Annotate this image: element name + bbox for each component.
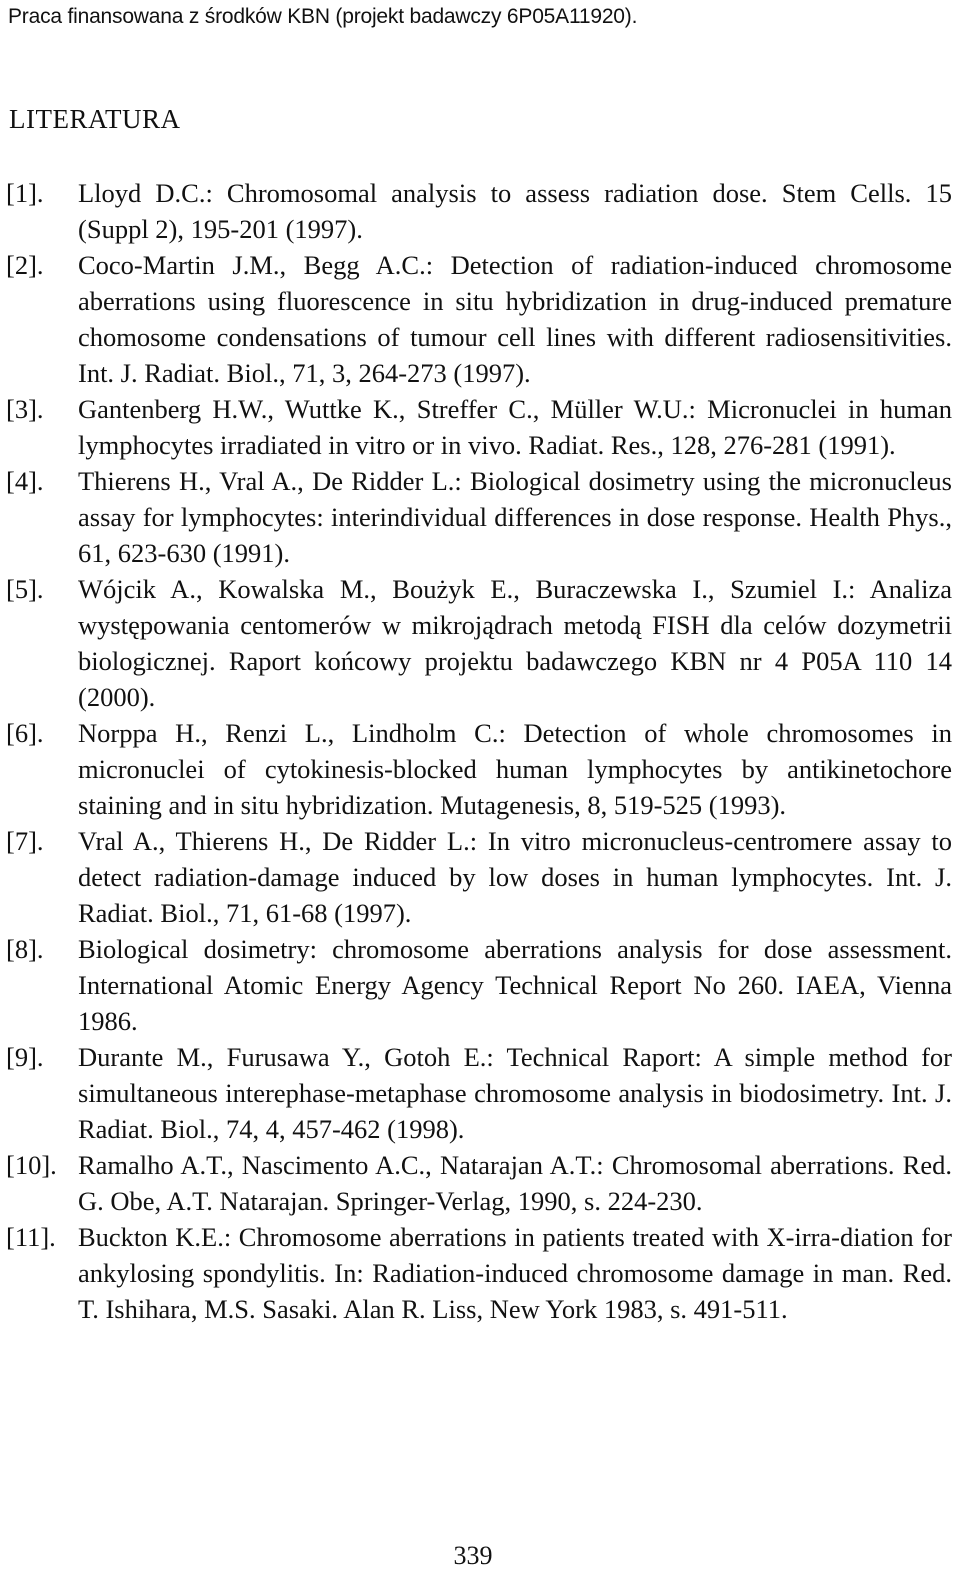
reference-list bbox=[6, 175, 952, 1327]
reference-text: Vral A., Thierens H., De Ridder L.: In vitro micronucleus-centromere assay to detect radiation-damage induced by low doses in human lymphocytes. Int. J. Radiat. Biol., 71, 61-68 (1997). bbox=[78, 826, 952, 928]
funding-note: Praca finansowana z środków KBN (projekt badawczy 6P05A11920). bbox=[8, 5, 638, 28]
reference-text: Lloyd D.C.: Chromosomal analysis to assess radiation dose. Stem Cells. 15 (Suppl 2), 195-201 (1997). bbox=[78, 178, 952, 244]
reference-text: Durante M., Furusawa Y., Gotoh E.: Technical Raport: A simple method for simultaneous interephase-metaphase chromosome analysis in biodosimetry. Int. J. Radiat. Biol., 74, 4, 457-462 (1998). bbox=[78, 1042, 952, 1144]
reference-item bbox=[6, 571, 952, 715]
reference-item bbox=[6, 247, 952, 391]
reference-item bbox=[6, 823, 952, 931]
reference-number: [1]. bbox=[6, 178, 44, 208]
reference-number: [8]. bbox=[6, 934, 44, 964]
reference-number: [11]. bbox=[6, 1222, 56, 1252]
reference-text: Thierens H., Vral A., De Ridder L.: Biological dosimetry using the micronucleus assay for lymphocytes: interindividual differences in dose response. Health Phys., 61, 623-630 (1991). bbox=[78, 466, 952, 568]
reference-number: [10]. bbox=[6, 1150, 57, 1180]
reference-text: Ramalho A.T., Nascimento A.C., Natarajan A.T.: Chromosomal aberrations. Red. G. Obe, A.T. Natarajan. Springer-Verlag, 1990, s. 224-230. bbox=[78, 1150, 952, 1216]
reference-item bbox=[6, 931, 952, 1039]
reference-item bbox=[6, 391, 952, 463]
reference-item bbox=[6, 463, 952, 571]
reference-text: Norppa H., Renzi L., Lindholm C.: Detection of whole chromosomes in micronuclei of cytokinesis-blocked human lymphocytes by antikinetochore staining and in situ hybridization. Mutagenesis, 8, 519-525 (1993). bbox=[78, 718, 952, 820]
reference-text: Wójcik A., Kowalska M., Boużyk E., Buraczewska I., Szumiel I.: Analiza występowania centomerów w mikrojądrach metodą FISH dla celów dozymetrii biologicznej. Raport końcowy projektu badawczego KBN nr 4 P05A 110 14 (2000). bbox=[78, 574, 952, 712]
reference-text: Buckton K.E.: Chromosome aberrations in patients treated with X-irra-diation for ankylosing spondylitis. In: Radiation-induced chromosome damage in man. Red. T. Ishihara, M.S. Sasaki. Alan R. Liss, New York 1983, s. 491-511. bbox=[78, 1222, 952, 1324]
reference-item bbox=[6, 1147, 952, 1219]
reference-number: [2]. bbox=[6, 250, 44, 280]
reference-number: [7]. bbox=[6, 826, 44, 856]
reference-text: Biological dosimetry: chromosome aberrations analysis for dose assessment. International Atomic Energy Agency Technical Report No 260. IAEA, Vienna 1986. bbox=[78, 934, 952, 1036]
reference-text: Gantenberg H.W., Wuttke K., Streffer C., Müller W.U.: Micronuclei in human lymphocytes irradiated in vitro or in vivo. Radiat. Res., 128, 276-281 (1991). bbox=[78, 394, 952, 460]
reference-number: [4]. bbox=[6, 466, 44, 496]
reference-item bbox=[6, 715, 952, 823]
page-number: 339 bbox=[453, 1541, 493, 1570]
reference-item bbox=[6, 1219, 952, 1327]
reference-number: [5]. bbox=[6, 574, 44, 604]
reference-number: [9]. bbox=[6, 1042, 44, 1072]
reference-number: [6]. bbox=[6, 718, 44, 748]
reference-item bbox=[6, 175, 952, 247]
reference-number: [3]. bbox=[6, 394, 44, 424]
references-heading: LITERATURA bbox=[9, 104, 181, 134]
reference-item bbox=[6, 1039, 952, 1147]
reference-text: Coco-Martin J.M., Begg A.C.: Detection of radiation-induced chromosome aberrations using fluorescence in situ hybridization in drug-induced premature chomosome condensations of tumour cell lines with different radiosensitivities. Int. J. Radiat. Biol., 71, 3, 264-273 (1997). bbox=[78, 250, 952, 388]
